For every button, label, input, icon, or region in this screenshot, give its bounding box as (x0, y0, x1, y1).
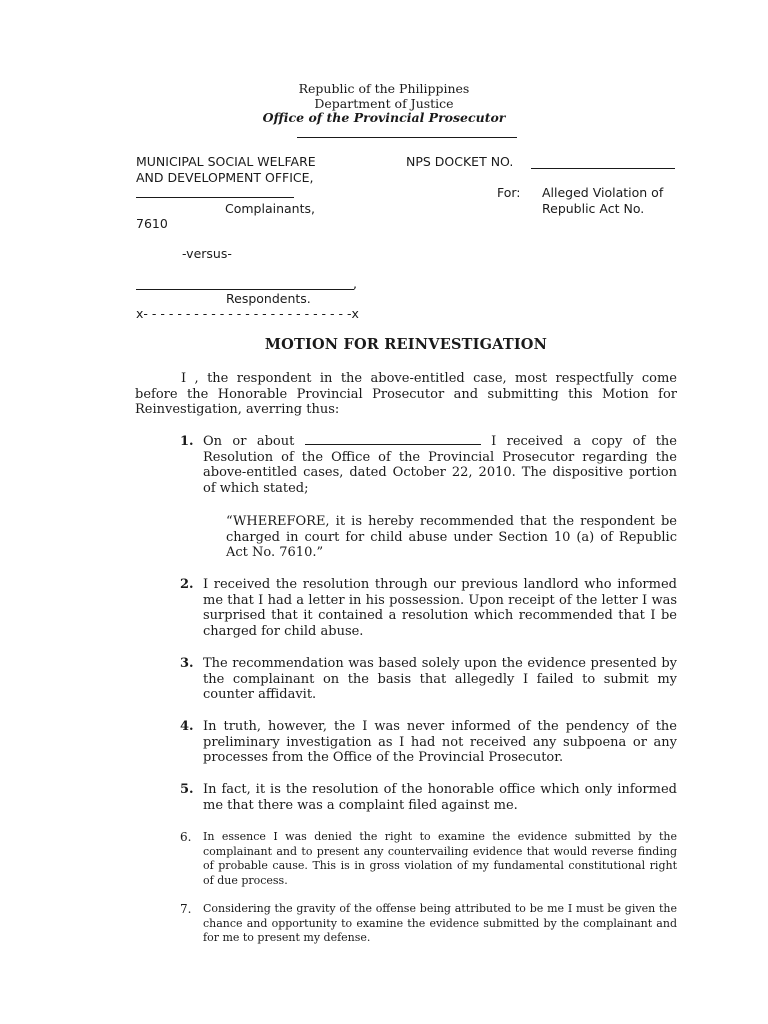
item-text: In essence I was denied the right to examine the evidence submitted by the complainant and to present any countervailing evidence that would reverse finding of probable cause. This is in gross violation of my fundamental constitutional right of due process. (203, 830, 677, 887)
docket-label: NPS DOCKET NO. (406, 154, 514, 169)
complainant-name-line2: AND DEVELOPMENT OFFICE, (136, 170, 314, 185)
caption-separator: x- - - - - - - - - - - - - - - - - - - - - - - - -x (136, 306, 359, 321)
header-republic: Republic of the Philippines (298, 81, 470, 96)
item-number: 4. (180, 719, 194, 734)
item-text: In truth, however, the I was never informed of the pendency of the preliminary investigation as I had not received any subpoena or any processes from the Office of the Provincial Prosecutor. (203, 719, 677, 765)
list-item-5 (180, 782, 677, 813)
complainant-name-line1: MUNICIPAL SOCIAL WELFARE (136, 154, 316, 169)
complainants-label: Complainants, (225, 201, 315, 216)
item-number: 7. (180, 902, 192, 916)
item-1-pre: On or about (203, 434, 295, 449)
item-text: I received the resolution through our previous landlord who informed me that I had a letter in his possession. Upon receipt of the letter I was surprised that it contained a resolution which recommended that I be charged for child abuse. (203, 577, 677, 639)
date-blank-line (305, 444, 481, 445)
motion-title: MOTION FOR REINVESTIGATION (264, 336, 548, 353)
item-text: Considering the gravity of the offense being attributed to be me I must be given the chance and opportunity to examine the evidence submitted by the complainant and for me to present my defense. (203, 902, 677, 944)
list-item-4 (180, 719, 677, 766)
for-label: For: (497, 185, 521, 200)
list-item-1 (180, 434, 677, 496)
list-item-6 (180, 830, 677, 888)
dispositive-quote: “WHEREFORE, it is hereby recommended that the respondent be charged in court for child abuse under Section 10 (a) of Republic Act No. 7610.” (226, 514, 677, 560)
act-number: 7610 (136, 216, 168, 231)
versus-label: -versus- (182, 246, 232, 261)
header-department: Department of Justice (314, 96, 454, 111)
list-item-3 (180, 656, 677, 703)
item-number: 2. (180, 577, 194, 592)
header-office: Office of the Provincial Prosecutor (262, 110, 506, 125)
list-item-2 (180, 577, 677, 639)
item-1-post: I received a copy of the Resolution of the Office of the Provincial Prosecutor regarding the above-entitled cases, dated October 22, 2010. The dispositive portion of which stated; (203, 434, 677, 496)
header-rule (297, 137, 517, 138)
respondent-blank-line (136, 289, 354, 290)
item-text: In fact, it is the resolution of the honorable office which only informed me that there was a complaint filed against me. (203, 782, 677, 813)
complainant-blank-line (136, 197, 294, 198)
docket-blank-line (531, 168, 675, 169)
item-number: 6. (180, 830, 192, 844)
item-text: The recommendation was based solely upon the evidence presented by the complainant on the basis that allegedly I failed to submit my counter affidavit. (203, 656, 677, 702)
respondents-label: Respondents. (226, 291, 311, 306)
item-number: 3. (180, 656, 194, 671)
violation-line2: Republic Act No. (542, 201, 645, 216)
intro-paragraph: I , the respondent in the above-entitled case, most respectfully come before the Honorable Provincial Prosecutor and submitting this Motion for Reinvestigation, averring thus: (135, 371, 677, 417)
item-number: 1. (180, 434, 194, 449)
item-number: 5. (180, 782, 194, 797)
violation-line1: Alleged Violation of (542, 185, 664, 200)
item-text (203, 434, 677, 496)
list-item-7 (180, 902, 677, 946)
respondent-comma: , (353, 276, 357, 291)
